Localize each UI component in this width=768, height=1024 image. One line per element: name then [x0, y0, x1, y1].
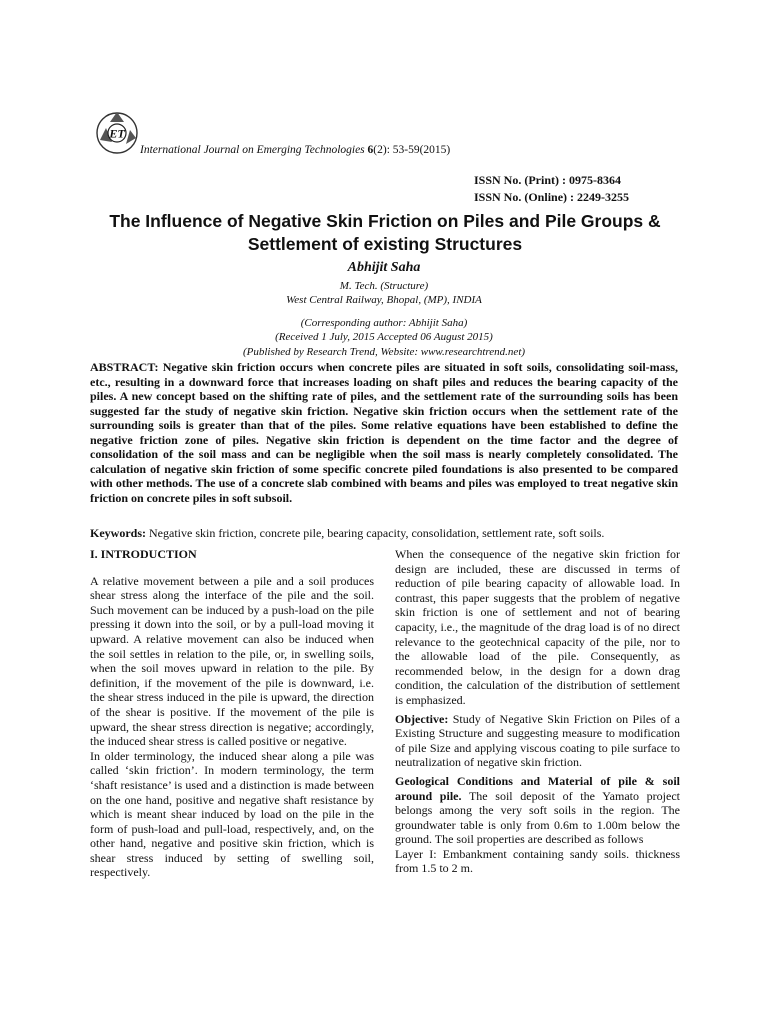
section-heading-introduction: I. INTRODUCTION: [90, 547, 197, 561]
journal-volume: 6: [367, 144, 374, 156]
journal-issue-pages: (2): 53-59(2015): [373, 144, 451, 156]
layer-1-description: Layer I: Embankment containing sandy soils. thickness from 1.5 to 2 m.: [395, 846, 680, 876]
author-name: Abhijit Saha: [347, 260, 421, 275]
journal-name: International Journal on Emerging Technologies: [140, 144, 365, 156]
published-by: (Published by Research Trend, Website: www.researchtrend.net): [242, 346, 526, 358]
objective-text: Study of Negative Skin Friction on Piles of a Existing Structure and suggesting measure to modification of pile Size and applying viscous coating to pile surface to neutralization of negative skin friction.: [395, 711, 680, 770]
geology-text: The soil deposit of the Yamato project belongs among the very soft soils in the region. The groundwater table is only from 0.6m to 1.00m below the ground. The soil properties are described as follows: [395, 788, 680, 847]
objective-label: Objective:: [395, 711, 449, 726]
right-column: [395, 547, 680, 876]
author-degree: M. Tech. (Structure): [339, 280, 429, 292]
title-line-2: Settlement of existing Structures: [247, 234, 523, 254]
corresponding-author: (Corresponding author: Abhijit Saha): [300, 317, 468, 329]
issn-online: ISSN No. (Online) : 2249-3255: [474, 190, 630, 204]
objective-paragraph: [395, 712, 680, 770]
paper-title: [80, 210, 690, 256]
journal-citation: [140, 144, 450, 156]
journal-logo: [92, 108, 142, 158]
intro-paragraph-1: A relative movement between a pile and a soil produces shear stress along the interface of the pile and the soil. Such movement can be induced by a push-load on the pile pressing it down into the soil, or by a pull-load moving it upward. A relative movement can also be induced when the soil settles in relation to the pile, or, in swelling soils, when the soil moves upward in relation to the pile. By definition, if the movement of the pile is downward, i.e. the shear stress induced in the pile is upward, the direction of the shear is positive. If the movement of the pile is upward, the shear stress direction is negative; accordingly, the induced shear stress is called positive or negative.: [90, 573, 374, 749]
received-dates: (Received 1 July, 2015 Accepted 06 August 2015): [275, 331, 493, 343]
keywords: [90, 526, 690, 541]
issn-print: ISSN No. (Print) : 0975-8364: [474, 173, 621, 187]
svg-text:ET: ET: [109, 126, 125, 141]
intro-paragraph-2: In older terminology, the induced shear along a pile was called ‘skin friction’. In modern terminology, the term ‘shaft resistance’ is used and a distinction is made between on the one hand, positive and negative shaft resistance by which is meant shear induced by load on the pile in the form of push-load and pull-load, respectively, and, on the other hand, negative and positive skin friction, which is shear stress induced by setting of swelling soil, respectively.: [90, 748, 374, 880]
right-paragraph-1: When the consequence of the negative skin friction for design are included, these are discussed in terms of reduction of pile bearing capacity of allowable load. In contrast, this paper suggests that the problem of negative skin friction is one of settlement and not of bearing capacity, i.e., the magnitude of the drag load is of no direct relevance to the geotechnical capacity of the pile, nor to the allowable load of the pile. Consequently, as recommended below, in the design for a down drag condition, the calculation of the distribution of settlement is emphasized.: [395, 547, 680, 707]
issn-block: [474, 172, 629, 206]
keywords-text: Negative skin friction, concrete pile, bearing capacity, consolidation, settlement rate, soft soils.: [146, 526, 605, 540]
abstract: ABSTRACT: Negative skin friction occurs when concrete piles are situated in soft soils, consolidating soil-mass, etc., resulting in a downward force that increases loading on shaft piles and reduces the bearing capacity of the piles. A new concept based on the shifting rate of piles, and the settlement rate of the surrounding soils has been suggested far the study of negative skin friction. Negative skin friction occurs when the settlement rate of the surrounding soils is greater than that of the piles. Some relative equations have been established to define the negative friction zone of piles. Negative skin friction is dependent on the time factor and the degree of consolidation of the soil mass and can be negligible when the soil mass is nearly completely consolidated. The calculation of negative skin friction of some specific concrete piled foundations is also presented to be compared with other methods. The use of a concrete slab combined with beams and piles was employed to treat negative skin friction on concrete piles in soft subsoil.: [90, 360, 678, 505]
keywords-label: Keywords:: [90, 526, 146, 540]
left-column: [90, 547, 374, 880]
geology-label: Geological Conditions and Material of pile & soil around pile.: [395, 773, 680, 803]
author-affiliation: West Central Railway, Bhopal, (MP), INDIA: [286, 294, 482, 306]
geology-paragraph: [395, 774, 680, 847]
title-line-1: The Influence of Negative Skin Friction on Piles and Pile Groups &: [109, 211, 661, 231]
